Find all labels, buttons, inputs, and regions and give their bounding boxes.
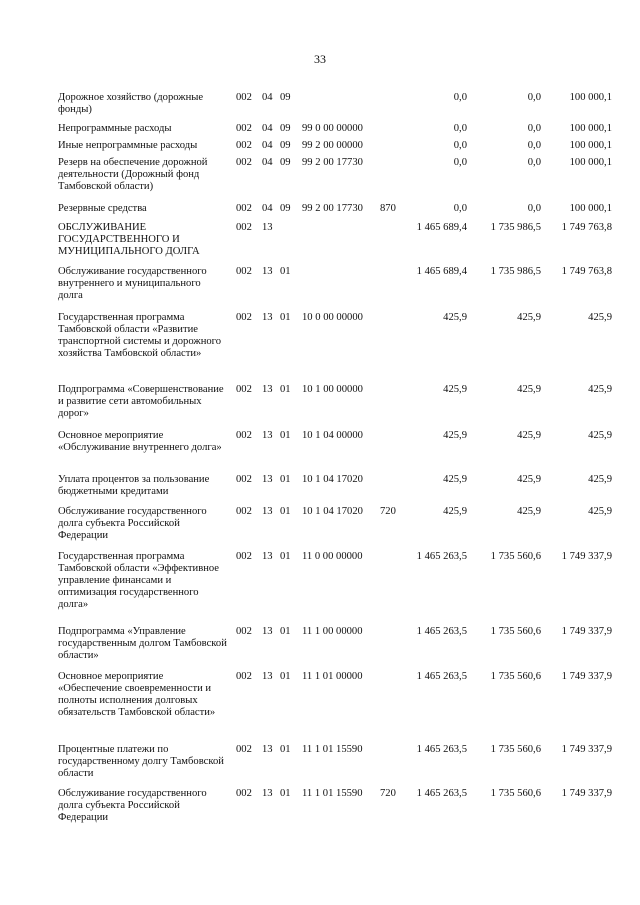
cell-csr: 10 0 00 00000 <box>302 312 363 323</box>
cell-ved: 002 <box>236 384 252 395</box>
cell-pr: 01 <box>280 312 291 323</box>
cell-vr: 720 <box>380 788 396 799</box>
cell-v2: 1 735 560,6 <box>490 744 541 755</box>
cell-name: Обслуживание государственного внутреннего и муниципального долга <box>58 266 207 301</box>
cell-rz: 04 <box>262 203 273 214</box>
cell-name: Уплата процентов за пользование бюджетными кредитами <box>58 474 210 497</box>
cell-v1: 0,0 <box>453 92 467 103</box>
cell-v3: 100 000,1 <box>569 140 612 151</box>
cell-v1: 425,9 <box>443 506 467 517</box>
cell-v3: 1 749 337,9 <box>561 551 612 562</box>
cell-name: Основное мероприятие «Обеспечение своевременности и полноты исполнения долговых обязательств Тамбовской области» <box>58 671 216 718</box>
cell-pr: 01 <box>280 506 291 517</box>
cell-pr: 01 <box>280 744 291 755</box>
cell-rz: 13 <box>262 671 273 682</box>
cell-v2: 1 735 986,5 <box>490 222 541 233</box>
cell-v2: 1 735 560,6 <box>490 788 541 799</box>
cell-csr: 10 1 04 00000 <box>302 430 363 441</box>
cell-pr: 01 <box>280 384 291 395</box>
cell-ved: 002 <box>236 671 252 682</box>
cell-ved: 002 <box>236 626 252 637</box>
cell-v1: 425,9 <box>443 430 467 441</box>
cell-v2: 1 735 560,6 <box>490 626 541 637</box>
cell-name: Подпрограмма «Управление государственным долгом Тамбовской области» <box>58 626 227 661</box>
cell-name: Процентные платежи по государственному долгу Тамбовской области <box>58 744 224 779</box>
cell-pr: 09 <box>280 157 291 168</box>
cell-csr: 99 0 00 00000 <box>302 123 363 134</box>
cell-ved: 002 <box>236 140 252 151</box>
cell-rz: 04 <box>262 123 273 134</box>
cell-ved: 002 <box>236 430 252 441</box>
cell-rz: 13 <box>262 430 273 441</box>
cell-vr: 870 <box>380 203 396 214</box>
cell-v2: 0,0 <box>527 123 541 134</box>
cell-pr: 09 <box>280 203 291 214</box>
cell-ved: 002 <box>236 123 252 134</box>
cell-csr: 10 1 04 17020 <box>302 474 363 485</box>
cell-name: Дорожное хозяйство (дорожные фонды) <box>58 92 204 115</box>
cell-csr: 11 1 01 15590 <box>302 744 363 755</box>
cell-v3: 425,9 <box>588 474 612 485</box>
cell-pr: 09 <box>280 123 291 134</box>
cell-v3: 1 749 337,9 <box>561 671 612 682</box>
cell-ved: 002 <box>236 788 252 799</box>
cell-name: Государственная программа Тамбовской области «Эффективное управление финансами и оптимизация государственного долга» <box>58 551 219 610</box>
cell-v1: 425,9 <box>443 312 467 323</box>
cell-v1: 0,0 <box>453 203 467 214</box>
cell-v1: 0,0 <box>453 140 467 151</box>
cell-pr: 01 <box>280 626 291 637</box>
cell-v3: 100 000,1 <box>569 92 612 103</box>
cell-csr: 11 1 01 00000 <box>302 671 363 682</box>
cell-name: Резервные средства <box>58 203 147 214</box>
cell-name: ОБСЛУЖИВАНИЕ ГОСУДАРСТВЕННОГО И МУНИЦИПАЛЬНОГО ДОЛГА <box>58 222 200 257</box>
cell-rz: 13 <box>262 551 273 562</box>
cell-csr: 99 2 00 00000 <box>302 140 363 151</box>
cell-v2: 1 735 560,6 <box>490 551 541 562</box>
cell-name: Иные непрограммные расходы <box>58 140 198 151</box>
cell-rz: 13 <box>262 788 273 799</box>
cell-v1: 1 465 263,5 <box>416 788 467 799</box>
cell-rz: 04 <box>262 140 273 151</box>
cell-v2: 425,9 <box>517 384 541 395</box>
cell-name: Государственная программа Тамбовской области «Развитие транспортной системы и дорожного хозяйства Тамбовской области» <box>58 312 222 359</box>
cell-pr: 01 <box>280 671 291 682</box>
cell-v3: 425,9 <box>588 384 612 395</box>
cell-ved: 002 <box>236 266 252 277</box>
cell-pr: 09 <box>280 140 291 151</box>
cell-rz: 13 <box>262 744 273 755</box>
cell-rz: 13 <box>262 626 273 637</box>
cell-v2: 425,9 <box>517 430 541 441</box>
cell-v3: 100 000,1 <box>569 157 612 168</box>
cell-v2: 0,0 <box>527 92 541 103</box>
cell-v3: 1 749 763,8 <box>561 222 612 233</box>
cell-ved: 002 <box>236 92 252 103</box>
cell-pr: 01 <box>280 788 291 799</box>
cell-name: Основное мероприятие «Обслуживание внутреннего долга» <box>58 430 222 453</box>
cell-v3: 100 000,1 <box>569 123 612 134</box>
cell-ved: 002 <box>236 157 252 168</box>
cell-v1: 1 465 263,5 <box>416 626 467 637</box>
cell-v1: 1 465 263,5 <box>416 744 467 755</box>
cell-csr: 10 1 04 17020 <box>302 506 363 517</box>
cell-name: Резерв на обеспечение дорожной деятельности (Дорожный фонд Тамбовской области) <box>58 157 208 192</box>
cell-v2: 1 735 986,5 <box>490 266 541 277</box>
cell-v3: 1 749 337,9 <box>561 788 612 799</box>
cell-v2: 0,0 <box>527 203 541 214</box>
cell-v1: 0,0 <box>453 157 467 168</box>
cell-v1: 425,9 <box>443 384 467 395</box>
cell-pr: 01 <box>280 430 291 441</box>
cell-pr: 01 <box>280 266 291 277</box>
cell-csr: 99 2 00 17730 <box>302 203 363 214</box>
cell-v2: 0,0 <box>527 140 541 151</box>
cell-vr: 720 <box>380 506 396 517</box>
cell-v1: 425,9 <box>443 474 467 485</box>
cell-ved: 002 <box>236 474 252 485</box>
cell-v3: 1 749 337,9 <box>561 626 612 637</box>
cell-rz: 13 <box>262 474 273 485</box>
cell-name: Непрограммные расходы <box>58 123 172 134</box>
cell-name: Обслуживание государственного долга субъекта Российской Федерации <box>58 788 207 823</box>
cell-v1: 1 465 689,4 <box>416 266 467 277</box>
page-number: 33 <box>314 52 326 66</box>
cell-v1: 1 465 263,5 <box>416 671 467 682</box>
cell-pr: 01 <box>280 551 291 562</box>
cell-pr: 01 <box>280 474 291 485</box>
cell-ved: 002 <box>236 551 252 562</box>
cell-ved: 002 <box>236 744 252 755</box>
cell-ved: 002 <box>236 222 252 233</box>
cell-rz: 13 <box>262 312 273 323</box>
cell-v1: 1 465 689,4 <box>416 222 467 233</box>
cell-ved: 002 <box>236 203 252 214</box>
cell-v2: 1 735 560,6 <box>490 671 541 682</box>
cell-csr: 11 0 00 00000 <box>302 551 363 562</box>
cell-v2: 425,9 <box>517 506 541 517</box>
cell-v3: 425,9 <box>588 430 612 441</box>
cell-rz: 13 <box>262 506 273 517</box>
cell-v3: 1 749 337,9 <box>561 744 612 755</box>
cell-v2: 425,9 <box>517 474 541 485</box>
cell-name: Обслуживание государственного долга субъекта Российской Федерации <box>58 506 207 541</box>
cell-rz: 04 <box>262 157 273 168</box>
cell-v3: 100 000,1 <box>569 203 612 214</box>
cell-v3: 425,9 <box>588 312 612 323</box>
cell-name: Подпрограмма «Совершенствование и развитие сети автомобильных дорог» <box>58 384 224 419</box>
cell-v3: 1 749 763,8 <box>561 266 612 277</box>
cell-v3: 425,9 <box>588 506 612 517</box>
cell-rz: 04 <box>262 92 273 103</box>
cell-v1: 1 465 263,5 <box>416 551 467 562</box>
cell-rz: 13 <box>262 384 273 395</box>
cell-v2: 425,9 <box>517 312 541 323</box>
cell-csr: 11 1 01 15590 <box>302 788 363 799</box>
cell-rz: 13 <box>262 266 273 277</box>
cell-ved: 002 <box>236 506 252 517</box>
cell-rz: 13 <box>262 222 273 233</box>
cell-csr: 99 2 00 17730 <box>302 157 363 168</box>
cell-ved: 002 <box>236 312 252 323</box>
cell-csr: 11 1 00 00000 <box>302 626 363 637</box>
cell-v2: 0,0 <box>527 157 541 168</box>
cell-csr: 10 1 00 00000 <box>302 384 363 395</box>
cell-pr: 09 <box>280 92 291 103</box>
cell-v1: 0,0 <box>453 123 467 134</box>
